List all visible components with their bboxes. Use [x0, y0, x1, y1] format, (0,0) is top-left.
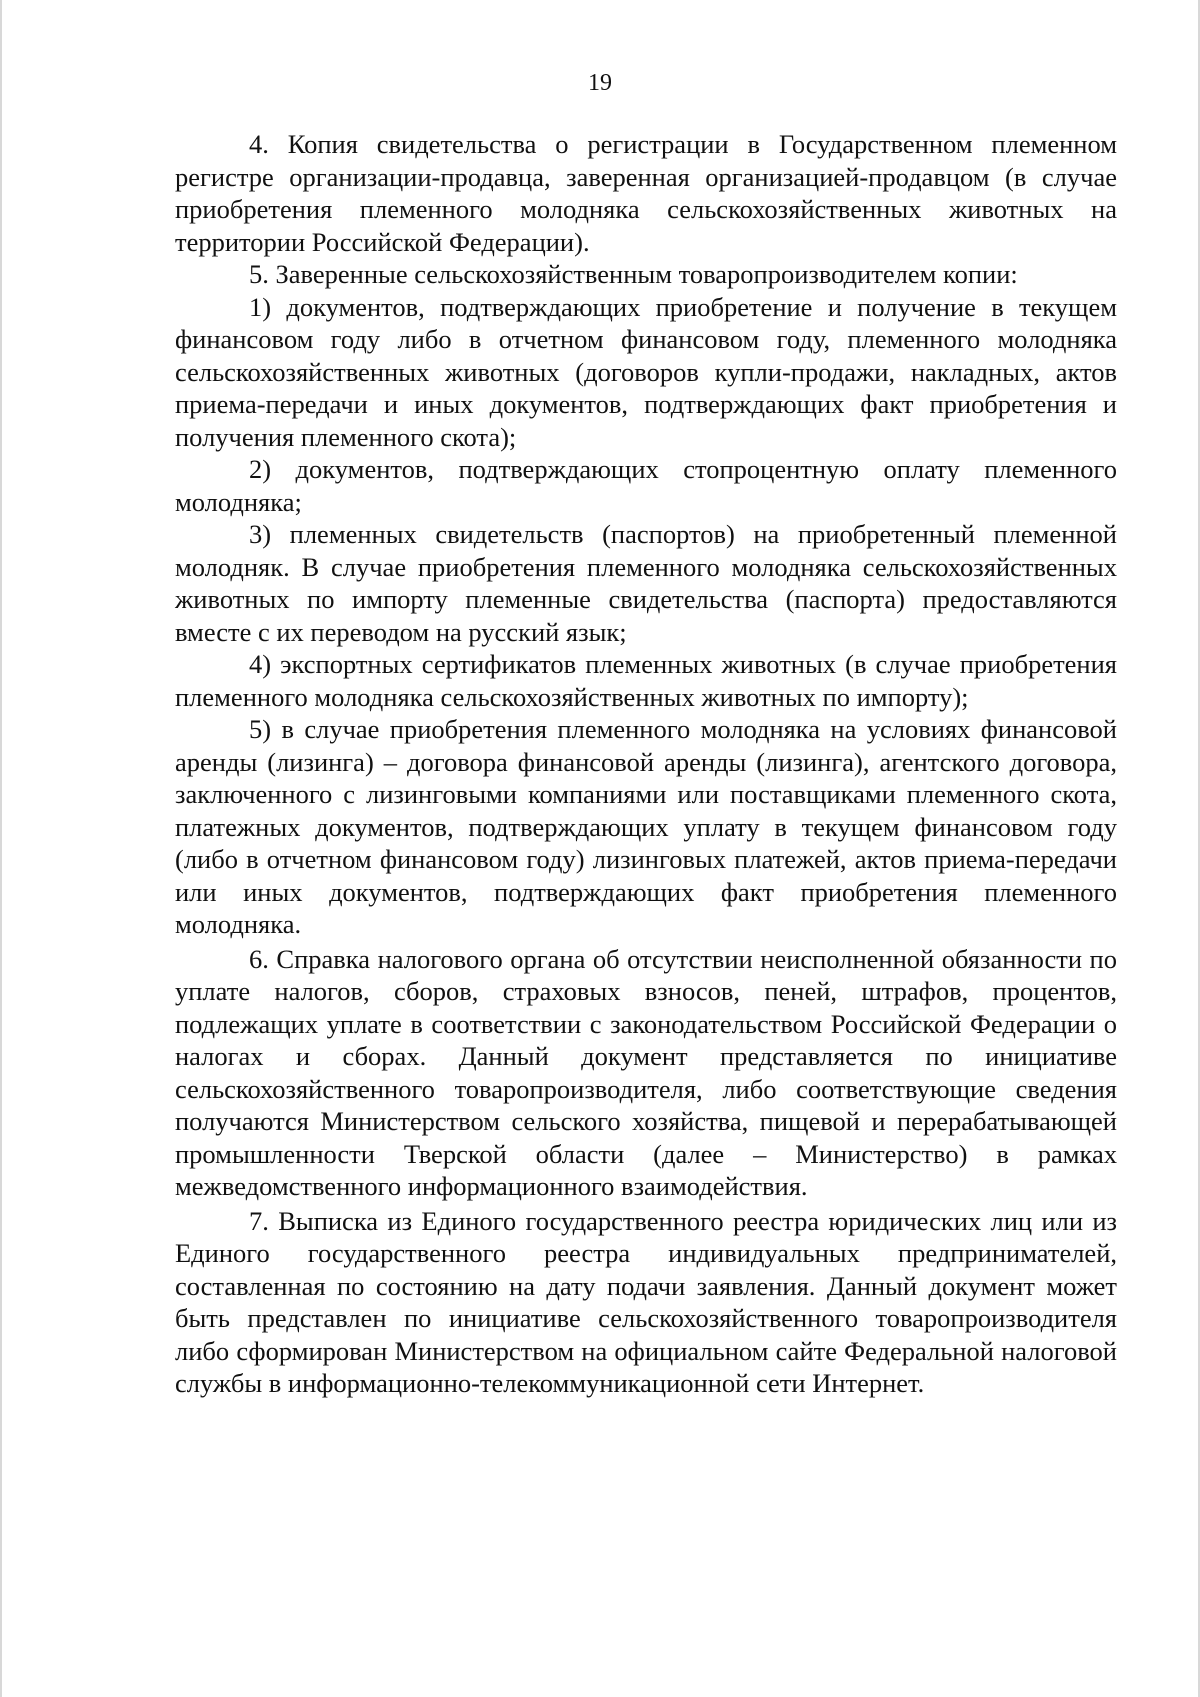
paragraph-item-4: 4. Копия свидетельства о регистрации в Государственном племенном регистре организации-продавца, заверенная организацией-продавцом (в случае приобретения племенного молодняка сельскохозяйственных животных на территории Российской Федерации). — [175, 129, 1117, 257]
subitem-5-1: 1) документов, подтверждающих приобретение и получение в текущем финансовом году либо в отчетном финансовом году, племенного молодняка сельскохозяйственных животных (договоров купли-продажи, накладных, актов приема-передачи и иных документов, подтверждающих факт приобретения и получения племенного скота); — [175, 291, 1117, 452]
subitem-5-2: 2) документов, подтверждающих стопроцентную оплату племенного молодняка; — [175, 454, 1117, 517]
paragraph-item-7: 7. Выписка из Единого государственного реестра юридических лиц или из Единого государственного реестра индивидуальных предпринимателей, составленная по состоянию на дату подачи заявления. Данный документ может быть представлен по инициативе сельскохозяйственного товаропроизводителя либо сформирован Министерством на официальном сайте Федеральной налоговой службы в информационно-телекоммуникационной сети Интернет. — [175, 1205, 1117, 1398]
document-body — [175, 128, 1117, 1400]
subitem-5-4: 4) экспортных сертификатов племенных животных (в случае приобретения племенного молодняка сельскохозяйственных животных по импорту); — [175, 649, 1117, 712]
paragraph-item-5: 5. Заверенные сельскохозяйственным товаропроизводителем копии: — [249, 259, 1018, 289]
page-number: 19 — [588, 70, 612, 96]
subitem-5-5: 5) в случае приобретения племенного молодняка на условиях финансовой аренды (лизинга) – договора финансовой аренды (лизинга), агентского договора, заключенного с лизинговыми компаниями или поставщиками племенного скота, платежных документов, подтверждающих уплату в текущем финансовом году (либо в отчетном финансовом году) лизинговых платежей, актов приема-передачи или иных документов, подтверждающих факт приобретения племенного молодняка. — [175, 714, 1117, 939]
subitem-5-3: 3) племенных свидетельств (паспортов) на приобретенный племенной молодняк. В случае приобретения племенного молодняка сельскохозяйственных животных по импорту племенные свидетельства (паспорта) предоставляются вместе с их переводом на русский язык; — [175, 519, 1117, 647]
scan-edge-left — [0, 0, 2, 1697]
paragraph-item-6: 6. Справка налогового органа об отсутствии неисполненной обязанности по уплате налогов, сборов, страховых взносов, пеней, штрафов, процентов, подлежащих уплате в соответствии с законодательством Российской Федерации о налогах и сборах. Данный документ представляется по инициативе сельскохозяйственного товаропроизводителя, либо соответствующие сведения получаются Министерством сельского хозяйства, пищевой и перерабатывающей промышленности Тверской области (далее – Министерство) в рамках межведомственного информационного взаимодействия. — [175, 943, 1117, 1201]
